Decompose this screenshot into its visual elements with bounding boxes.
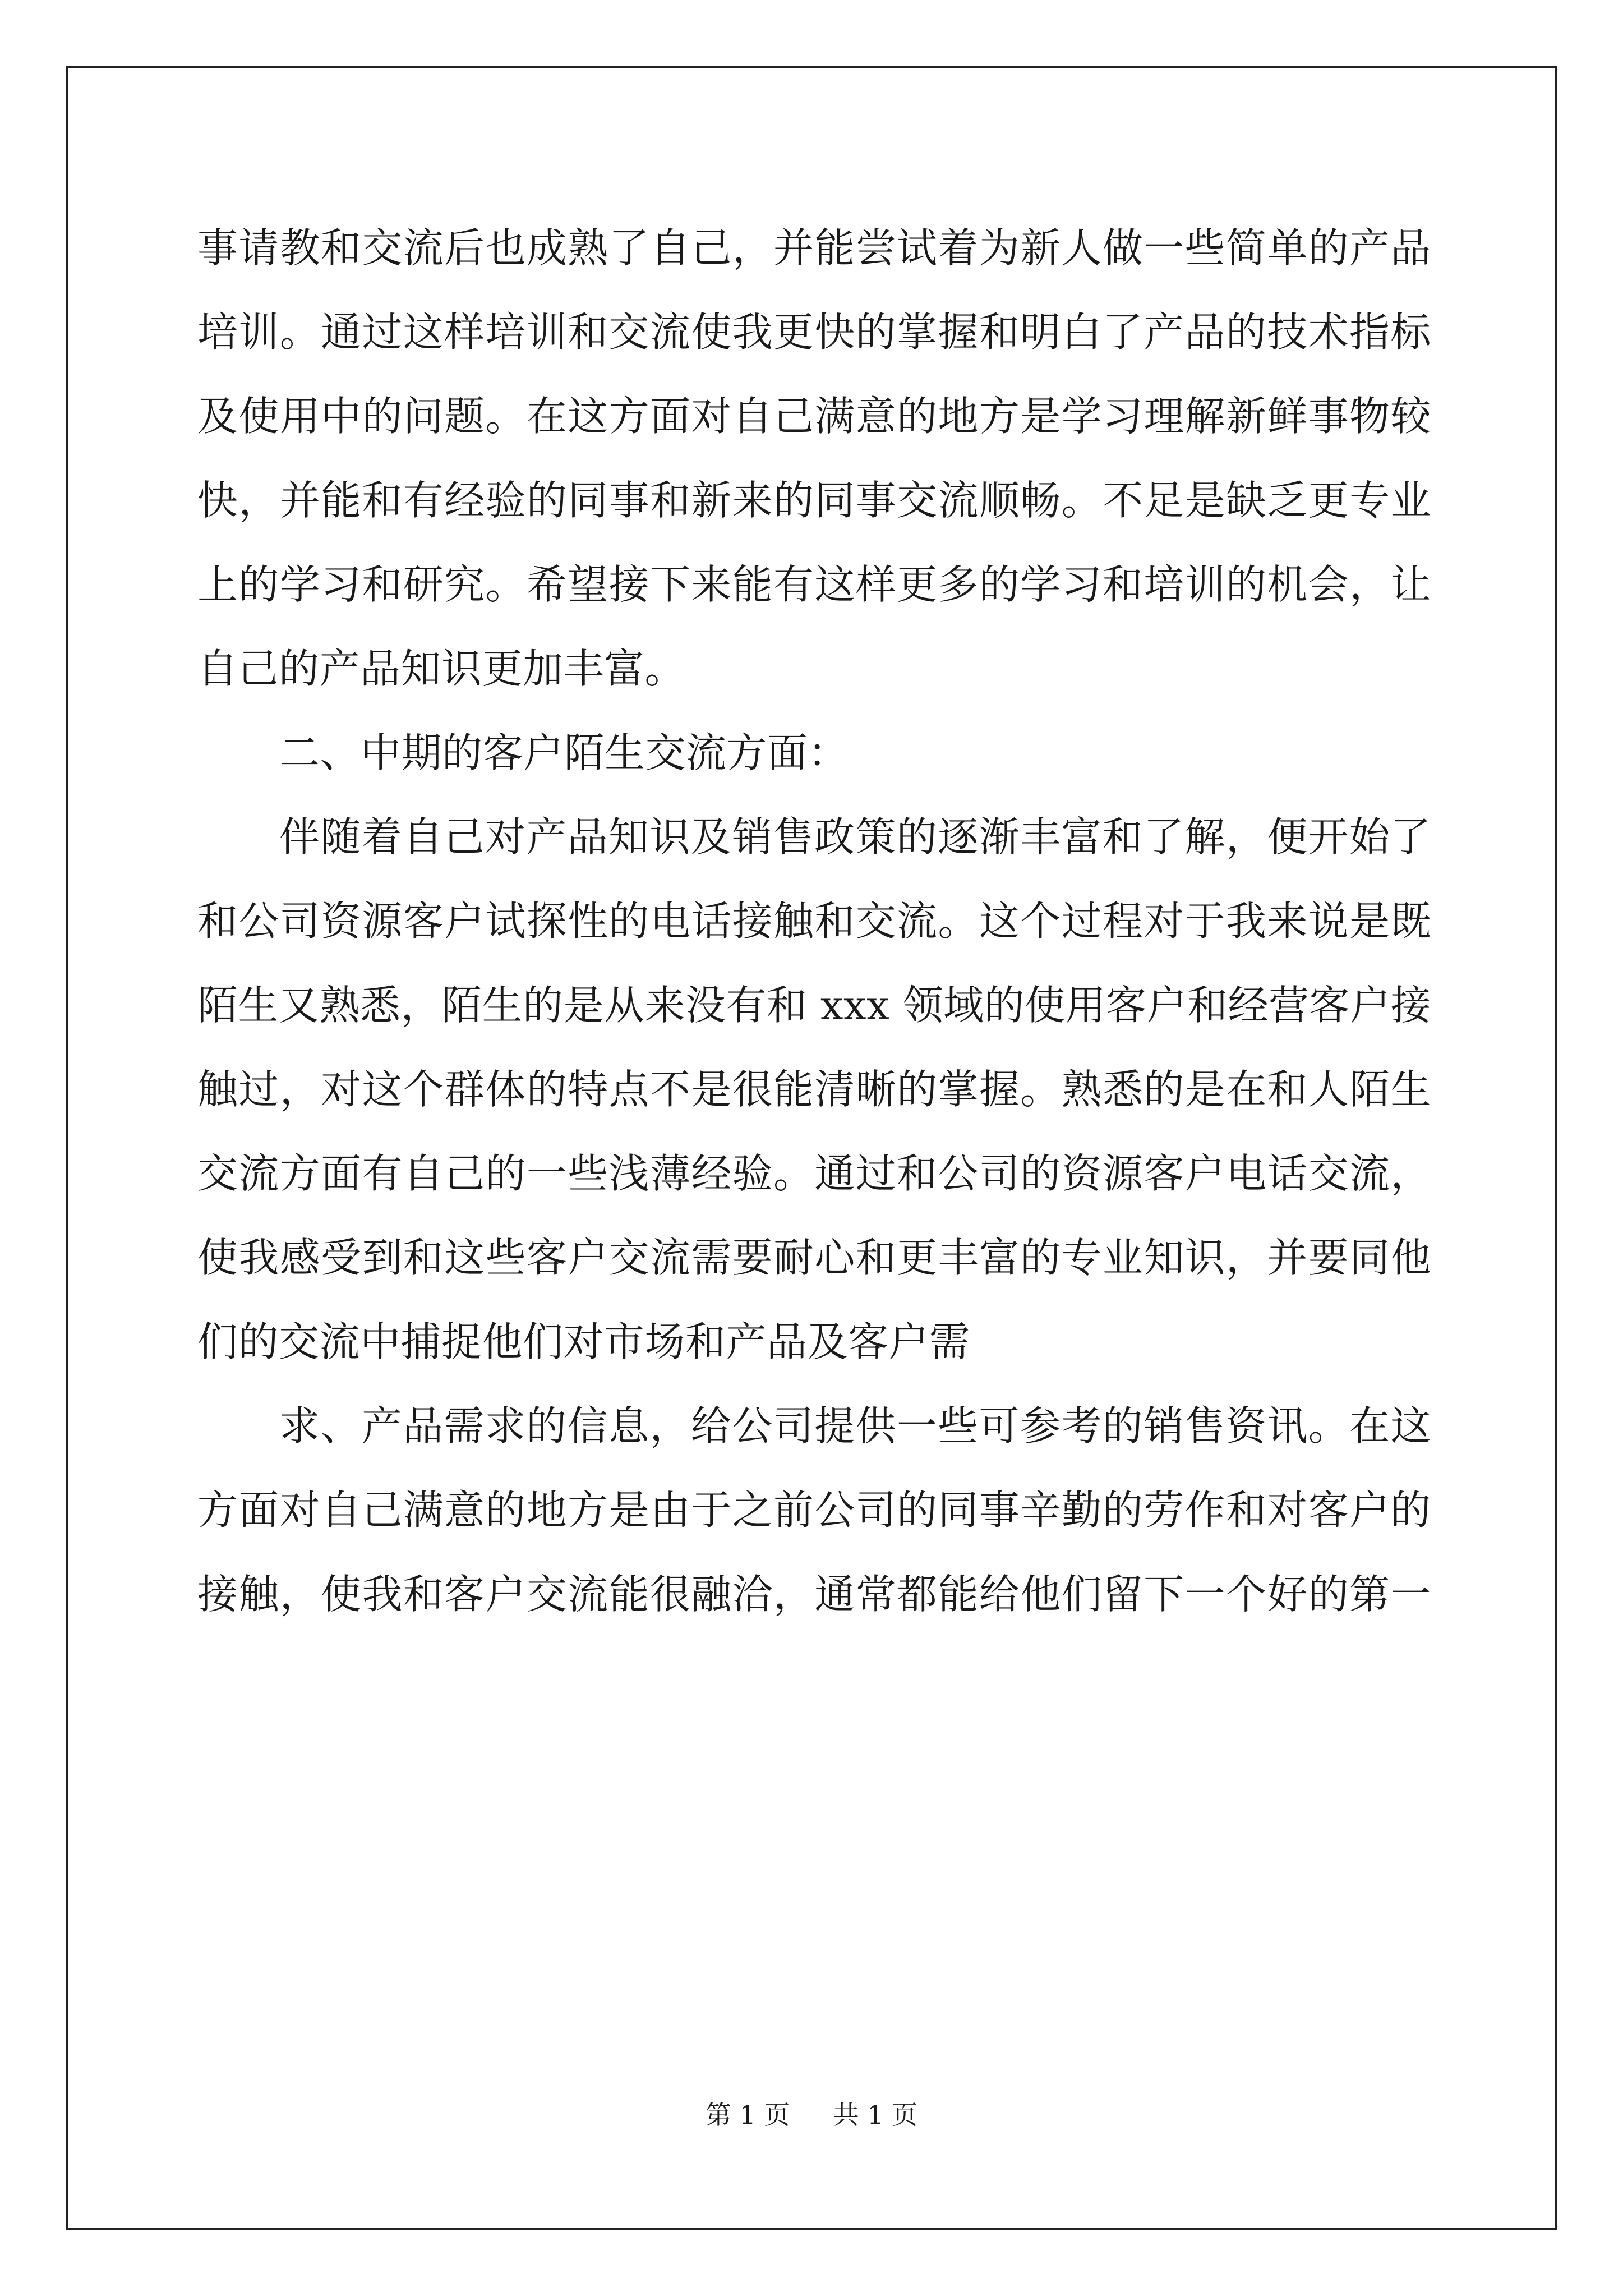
paragraph-line-1: 事请教和交流后也成熟了自己，并能尝试着为新人做一些简单的产品	[197, 224, 1431, 272]
paragraph-line-15: 方面对自己满意的地方是由于之前公司的同事辛勤的劳作和对客户的	[197, 1487, 1431, 1534]
page-total: 共 1 页	[833, 2100, 918, 2130]
paragraph-line-16: 接触，使我和客户交流能很融洽，通常都能给他们留下一个好的第一	[197, 1571, 1431, 1618]
section-heading: 二、中期的客户陌生交流方面：	[279, 729, 849, 776]
paragraph-line-13: 们的交流中捕捉他们对市场和产品及客户需	[197, 1318, 970, 1365]
paragraph-line-2: 培训。通过这样培训和交流使我更快的掌握和明白了产品的技术指标	[197, 309, 1431, 356]
paragraph-line-3: 及使用中的问题。在这方面对自己满意的地方是学习理解新鲜事物较	[197, 393, 1431, 440]
page-number: 第 1 页	[705, 2100, 790, 2130]
page-footer	[0, 2098, 1623, 2132]
paragraph-line-4: 快，并能和有经验的同事和新来的同事交流顺畅。不足是缺乏更专业	[197, 477, 1431, 524]
paragraph-line-11: 交流方面有自己的一些浅薄经验。通过和公司的资源客户电话交流，	[197, 1150, 1431, 1197]
paragraph-line-8: 和公司资源客户试探性的电话接触和交流。这个过程对于我来说是既	[197, 898, 1431, 945]
paragraph-line-9: 陌生又熟悉，陌生的是从来没有和 xxx 领域的使用客户和经营客户接	[197, 982, 1432, 1029]
paragraph-line-12: 使我感受到和这些客户交流需要耐心和更丰富的专业知识，并要同他	[197, 1234, 1431, 1281]
paragraph-line-10: 触过，对这个群体的特点不是很能清晰的掌握。熟悉的是在和人陌生	[197, 1066, 1431, 1113]
paragraph-line-5: 上的学习和研究。希望接下来能有这样更多的学习和培训的机会，让	[197, 561, 1431, 608]
paragraph-line-7: 伴随着自己对产品知识及销售政策的逐渐丰富和了解，便开始了	[279, 813, 1431, 861]
paragraph-line-14: 求、产品需求的信息，给公司提供一些可参考的销售资讯。在这	[279, 1402, 1431, 1450]
paragraph-line-6: 自己的产品知识更加丰富。	[197, 645, 686, 692]
